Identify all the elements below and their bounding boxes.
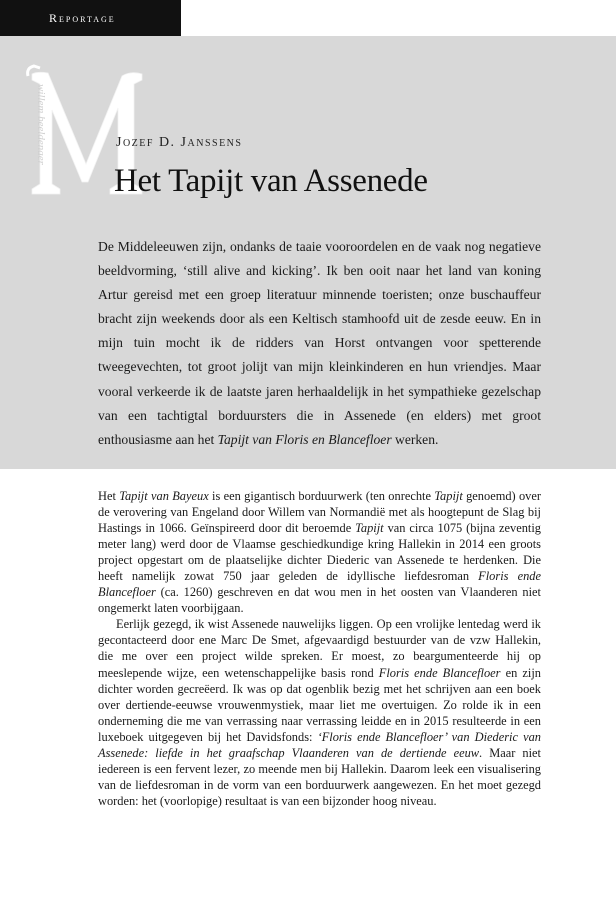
body-paragraph-2 — [98, 616, 541, 809]
author-name: Jozef D. Janssens — [116, 135, 243, 150]
body-paragraph-1 — [98, 488, 541, 616]
p2-text-e: . Maar niet iedereen is een fervent lezer, zo meende men bij Hallekin. Daarom leek een visualisering van de liefdesroman in de vorm van een borduurwerk aangewezen. En het moet gezegd worden: het (voorlopige) resultaat is van een bijzonder hoog niveau. — [98, 745, 541, 808]
article-title: Het Tapijt van Assenede — [114, 163, 428, 199]
p1-text-i: (ca. 1260) geschreven en dat wou men in het oosten van Vlaanderen niet ongemerkt laten voorbijgaan. — [98, 585, 541, 616]
p1-text-c: is een gigantisch borduurwerk (ten onrechte — [208, 489, 435, 503]
p1-italic-h: Floris ende Blancefloer — [98, 569, 541, 600]
p1-text-a: Het — [98, 489, 120, 503]
p2-italic-d: ‘Floris ende Blancefloer’ van Diederic van Assenede: liefde in het graafschap Vlaanderen van de dertiende eeuw — [98, 729, 541, 760]
p2-text-a: Eerlijk gezegd, ik wist Assenede nauwelijks liggen. Op een vrolijke lentedag werd ik gecontacteerd door ene Marc De Smet, afgevaardigd bestuurder van de vzw Hallekin, die me over een project wilde spreken. Er moest, zo beargumenteerde hij op meeslepende wijze, een wetenschappelijke basis rond — [98, 617, 541, 680]
initial-inner-text: willem beeldenaer — [35, 84, 47, 165]
p1-italic-f: Tapijt — [355, 521, 384, 536]
p1-text-g: van circa 1075 (bijna zeventig meter lang) werd door de Vlaamse geschiedkundige kring Hallekin in 2014 een groots project opgestart om de plaatselijke dichter Diederic van Assenede te herdenken. Die heeft namelijk zowat 750 jaar geleden de idyllische liefdesroman — [98, 521, 541, 584]
p2-text-c: en zijn dichter worden gecreëerd. Ik was op dat ogenblik bezig met het schrijven aan een boek over dertiende-eeuwse vrouwenmystiek, maar liet me overtuigen. Zo rolde ik in een onderneming die me van verrassing naar verrassing leidde en in 2015 resulteerde in een luxeboek uitgegeven bij het Davidsfonds: — [98, 665, 541, 744]
article-body — [98, 488, 541, 809]
p1-italic-d: Tapijt — [434, 489, 463, 503]
intro-italic: Tapijt van Floris en Blancefloer — [217, 431, 392, 447]
section-tab — [0, 0, 181, 36]
p1-text-e: genoemd) over de verovering van Engeland door Willem van Normandië met als hoogtepunt de Slag bij Hastings in 1066. Geïnspireerd door dit beroemde — [98, 489, 541, 536]
section-label: Reportage — [49, 11, 116, 25]
intro-end: werken. — [391, 431, 439, 447]
intro-paragraph — [98, 235, 541, 452]
p2-italic-b: Floris ende Blancefloer — [378, 665, 501, 680]
intro-text: De Middeleeuwen zijn, ondanks de taaie vooroordelen en de vaak nog negatieve beeldvorming, ‘still alive and kicking’. Ik ben ooit naar het land van koning Artur gereisd met een groep literatuur minnende toeristen; onze buschauffeur bracht zijn weekends door als een Keltisch stamhoofd uit de zesde eeuw. En in mijn tuin mocht ik de ridders van Horst ontvangen voor spetterende tweegevechten, tot groot jolijt van mijn kleinkinderen en hun vriendjes. Maar vooral verkeerde ik de laatste jaren herhaaldelijk in het sympathieke gezelschap van een tachtigtal borduursters die in Assenede (en elders) met groot enthousiasme aan het — [98, 239, 541, 447]
p1-italic-b: Tapijt van Bayeux — [119, 489, 209, 503]
